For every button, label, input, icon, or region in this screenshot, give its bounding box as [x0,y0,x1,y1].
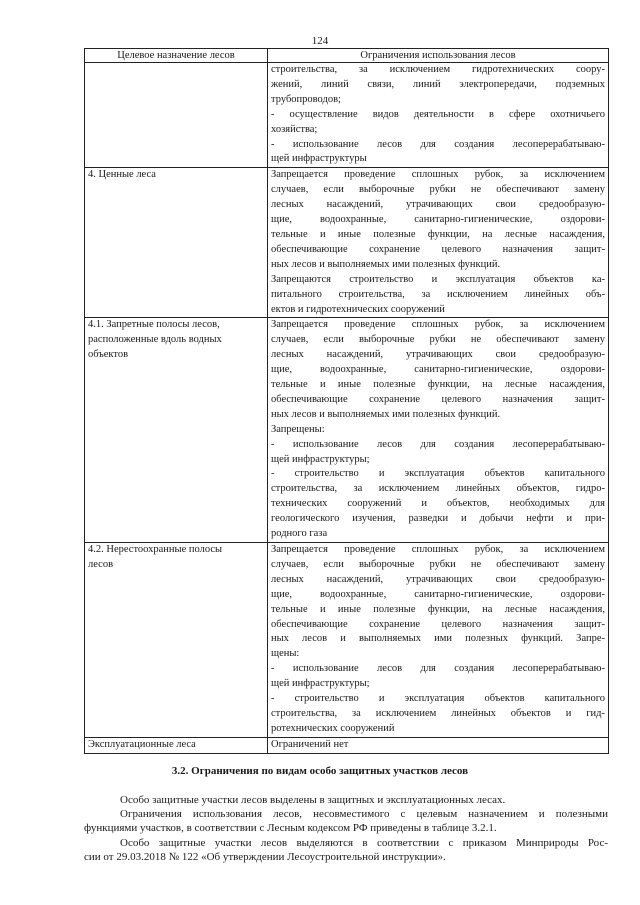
purpose-cell [85,168,268,318]
restriction-line: строительства, за исключением гидротехнических соору- [271,64,605,75]
purpose-line: 4.2. Нерестоохранные полосы [88,544,223,555]
table-header-row [85,49,609,63]
header-restrictions: Ограничения использования лесов [268,49,609,63]
restriction-line: ротехнических сооружений [271,722,395,734]
restriction-line: Запрещены: [271,423,325,435]
purpose-line: лесов [88,558,114,570]
restrictions-cell [268,318,609,543]
restriction-line: строительства, за исключением линейных объектов и гид- [271,707,605,719]
table-row [85,168,609,318]
restriction-line: щей инфраструктуры; [271,678,370,690]
restriction-line: тельные и иные полезные функции, на лесные насаждения, [271,379,605,391]
restriction-line: обеспечивающие сохранение целевого назначения защит- [271,393,605,405]
paragraph-line: функциями участков, в соответствии с Лесным кодексом РФ приведены в таблице 3.2.1. [84,822,497,835]
restriction-line: ных лесов и выполняемых ими полезных функций. [271,408,501,420]
restriction-line: строительства, за исключением линейных объектов, гидро- [271,483,605,495]
restriction-line: обеспечивающие сохранение целевого назначения защит- [271,243,605,255]
restriction-line: Запрещаются строительство и эксплуатация объектов ка- [271,273,605,285]
purpose-line: Эксплуатационные леса [88,738,196,750]
restriction-line: щие, водоохранные, санитарно-гигиенические, оздорови- [271,214,605,226]
restriction-line: Ограничений нет [271,738,349,750]
restriction-line: лесных насаждений, утрачивающих свои средообразую- [271,349,605,361]
restriction-line: случаев, если выборочные рубки не обеспечивают замену [271,184,605,196]
paragraph-line: сии от 29.03.2018 № 122 «Об утверждении Лесоустроительной инструкции». [84,851,446,864]
restriction-line: геологического изучения, разведки и добычи нефти и при- [271,513,605,525]
paragraph-2 [84,807,608,836]
restriction-line: - осуществление видов деятельности в сфере охотничьего [271,108,605,120]
restriction-line: случаев, если выборочные рубки не обеспечивают замену [271,558,605,570]
restrictions-cell [268,543,609,738]
restrictions-cell [268,63,609,168]
restriction-line: щие, водоохранные, санитарно-гигиенические, оздорови- [271,364,605,376]
paragraph-line: Ограничения использования лесов, несовместимого с целевым назначением и полезными [120,808,608,820]
restriction-line: тельные и иные полезные функции, на лесные насаждения, [271,228,605,240]
section-heading: 3.2. Ограничения по видам особо защитных участков лесов [171,765,469,777]
restriction-line: - строительство и эксплуатация объектов капитального [271,693,605,705]
forest-restrictions-table [84,48,609,754]
restriction-line: щей инфраструктуры; [271,453,370,465]
restriction-line: ных лесов и выполняемых ими полезных функций. [271,258,501,270]
table-row [85,318,609,543]
purpose-line: 4.1. Запретные полосы лесов, [88,319,220,331]
purpose-cell [85,318,268,543]
restriction-line: ных лесов и выполняемых ими полезных функций. Запре- [271,633,605,645]
page-number: 124 [311,35,329,47]
restriction-line: случаев, если выборочные рубки не обеспечивают замену [271,334,605,346]
paragraph-3 [84,836,608,865]
purpose-cell [85,543,268,738]
restriction-line: питального строительства, за исключением линейных объ- [271,288,605,300]
restriction-line: лесных насаждений, утрачивающих свои средообразую- [271,199,605,211]
header-purpose: Целевое назначение лесов [85,49,268,63]
purpose-line: 4. Ценные леса [88,169,156,181]
paragraph-line: Особо защитные участки лесов выделяются в соответствии с приказом Минприроды Рос- [120,837,608,849]
restriction-line: обеспечивающие сохранение целевого назначения защит- [271,618,605,630]
purpose-cell [85,737,268,753]
restriction-line: Запрещается проведение сплошных рубок, за исключением [271,169,605,181]
restriction-line: Запрещается проведение сплошных рубок, за исключением [271,544,605,555]
restriction-line: родного газа [271,528,328,540]
table-row [85,737,609,753]
restriction-line: жений, линий связи, линий электропередачи, подземных [271,78,605,90]
restriction-line: трубопроводов; [271,93,341,105]
restriction-line: Запрещается проведение сплошных рубок, за исключением [271,319,605,331]
table-row [85,543,609,738]
paragraph-line: Особо защитные участки лесов выделены в защитных и эксплуатационных лесах. [120,794,506,806]
restriction-line: щие, водоохранные, санитарно-гигиенические, оздорови- [271,588,605,600]
purpose-line: объектов [88,349,129,361]
restriction-line: щей инфраструктуры [271,153,367,165]
purpose-line: расположенные вдоль водных [88,334,222,346]
restriction-line: лесных насаждений, утрачивающих свои средообразую- [271,573,605,585]
restrictions-cell [268,168,609,318]
restriction-line: - использование лесов для создания лесоперерабатываю- [271,138,605,150]
purpose-cell [85,63,268,168]
restriction-line: хозяйства; [271,123,318,135]
restriction-line: тельные и иные полезные функции, на лесные насаждения, [271,603,605,615]
restriction-line: щены: [271,648,300,660]
restrictions-cell [268,737,609,753]
paragraph-1 [84,793,608,807]
restriction-line: ектов и гидротехнических сооружений [271,303,445,315]
restriction-line: - строительство и эксплуатация объектов капитального [271,468,605,480]
restriction-line: технических сооружений и объектов, необходимых для [271,498,605,510]
restriction-line: - использование лесов для создания лесоперерабатываю- [271,438,605,450]
restriction-line: - использование лесов для создания лесоперерабатываю- [271,663,605,675]
table-row [85,63,609,168]
